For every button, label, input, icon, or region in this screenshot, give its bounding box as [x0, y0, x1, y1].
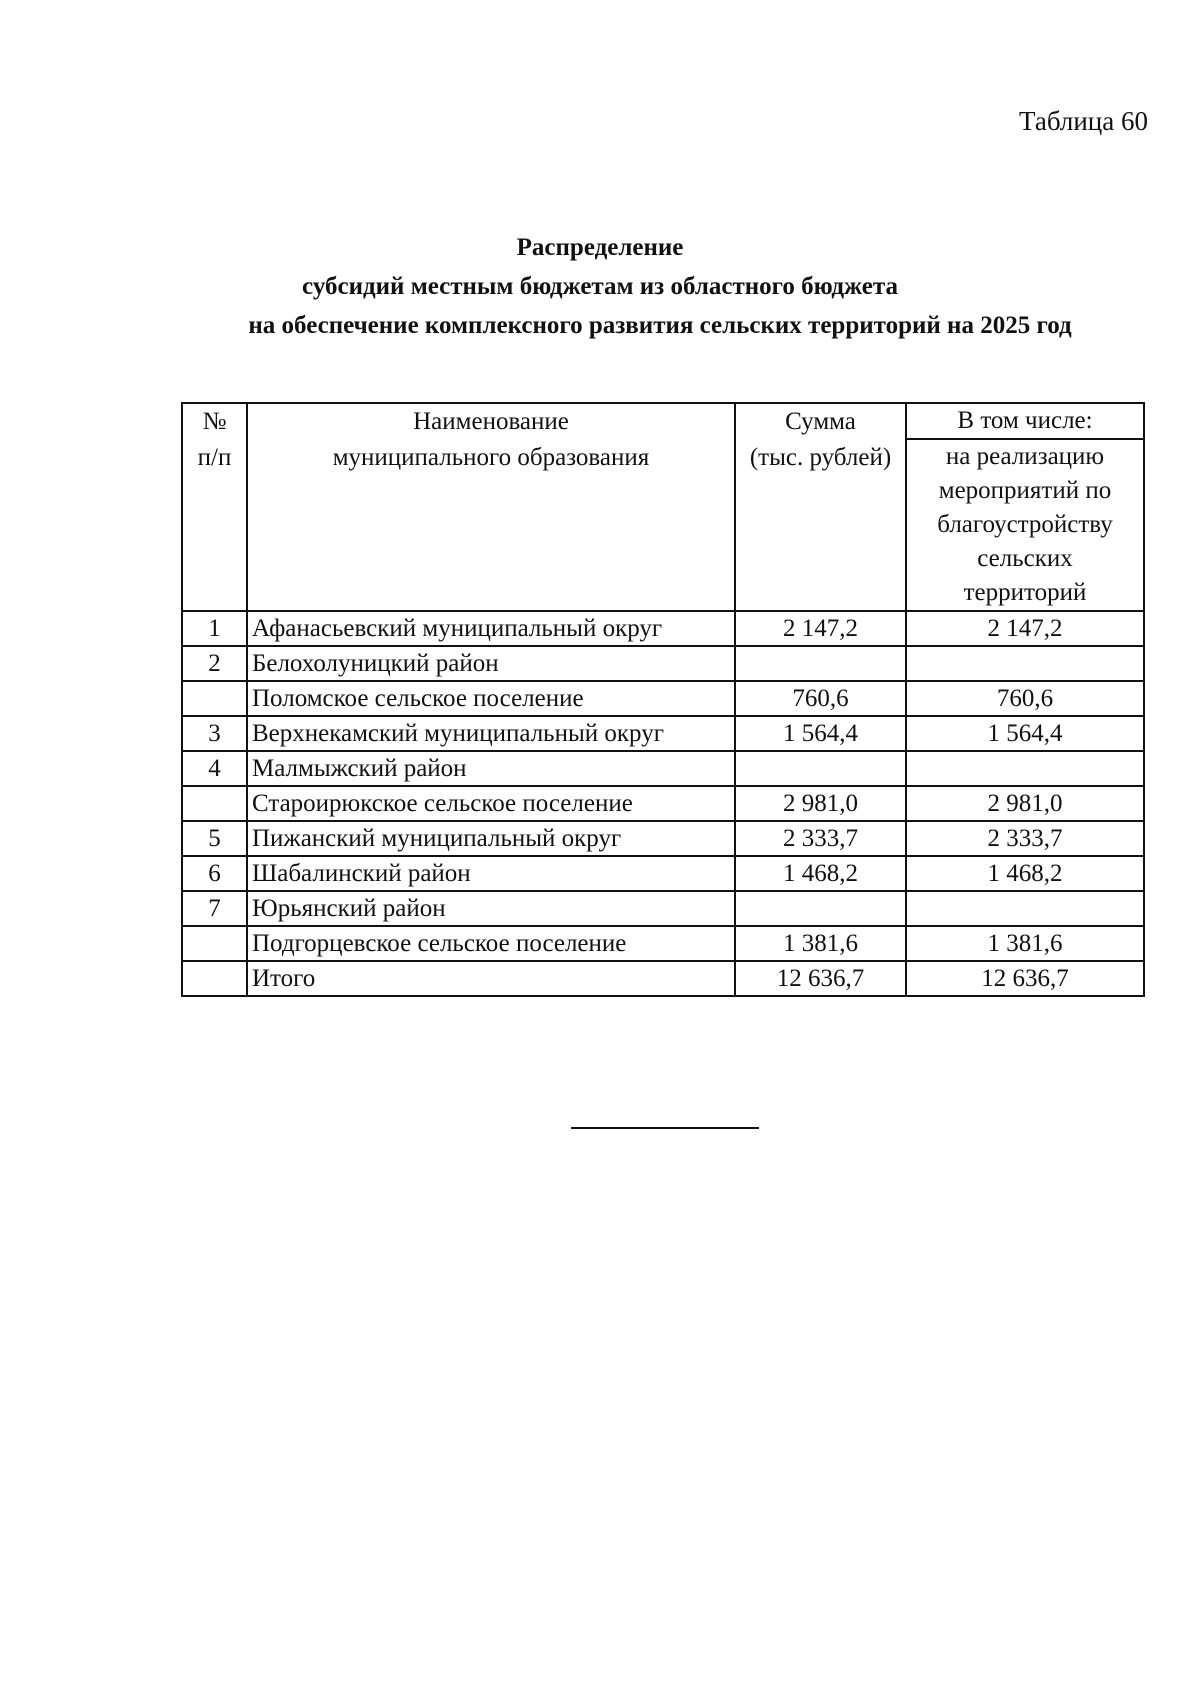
row-sum: 1 564,4 — [735, 716, 906, 751]
row-sum — [735, 751, 906, 786]
subsidy-distribution-table — [181, 402, 1145, 997]
row-sum: 2 981,0 — [735, 786, 906, 821]
row-sum: 12 636,7 — [735, 961, 906, 996]
row-number: 7 — [182, 891, 247, 926]
row-sum: 760,6 — [735, 681, 906, 716]
table-row — [182, 786, 1144, 821]
row-including — [906, 891, 1144, 926]
header-sum-line-1: Сумма — [785, 408, 856, 435]
row-municipality: Афанасьевский муниципальный округ — [247, 611, 735, 646]
table-row — [182, 646, 1144, 681]
table-row — [182, 681, 1144, 716]
table-row — [182, 821, 1144, 856]
row-including: 1 381,6 — [906, 926, 1144, 961]
row-sum: 1 381,6 — [735, 926, 906, 961]
header-number-line-1: № — [202, 408, 227, 435]
row-number: 3 — [182, 716, 247, 751]
table-row — [182, 611, 1144, 646]
row-number — [182, 681, 247, 716]
row-number: 4 — [182, 751, 247, 786]
title-line-2: субсидий местным бюджетам из областного бюджета — [302, 273, 898, 300]
row-number — [182, 786, 247, 821]
row-municipality: Малмыжский район — [247, 751, 735, 786]
header-municipality — [247, 403, 735, 611]
row-sum: 2 147,2 — [735, 611, 906, 646]
header-number-line-2: п/п — [197, 444, 232, 471]
header-sum-line-2: (тыс. рублей) — [749, 444, 892, 471]
table-number-label: Таблица 60 — [1019, 106, 1148, 136]
title-line-3: на обеспечение комплексного развития сельских территорий на 2025 год — [248, 312, 1072, 339]
row-including: 2 147,2 — [906, 611, 1144, 646]
header-improvement-measures — [906, 439, 1144, 611]
row-sum — [735, 646, 906, 681]
row-municipality: Верхнекамский муниципальный округ — [247, 716, 735, 751]
header-including: В том числе: — [906, 403, 1144, 439]
row-municipality: Юрьянский район — [247, 891, 735, 926]
row-municipality: Шабалинский район — [247, 856, 735, 891]
row-municipality: Итого — [247, 961, 735, 996]
title-line-1: Распределение — [516, 234, 684, 261]
row-number — [182, 926, 247, 961]
header-sub-line-5: территорий — [963, 579, 1087, 606]
table-row — [182, 751, 1144, 786]
table-row — [182, 856, 1144, 891]
header-sub-line-4: сельских — [977, 545, 1073, 572]
header-municipality-line-1: Наименование — [413, 408, 569, 435]
document-title — [0, 228, 1200, 345]
header-sub-line-1: на реализацию — [945, 443, 1105, 470]
header-sum — [735, 403, 906, 611]
row-number: 2 — [182, 646, 247, 681]
row-number: 5 — [182, 821, 247, 856]
table-row — [182, 926, 1144, 961]
row-sum: 1 468,2 — [735, 856, 906, 891]
row-municipality: Белохолуницкий район — [247, 646, 735, 681]
row-municipality: Поломское сельское поселение — [247, 681, 735, 716]
row-municipality: Подгорцевское сельское поселение — [247, 926, 735, 961]
row-including: 12 636,7 — [906, 961, 1144, 996]
row-number: 1 — [182, 611, 247, 646]
row-municipality: Староирюкское сельское поселение — [247, 786, 735, 821]
row-including: 2 333,7 — [906, 821, 1144, 856]
row-sum: 2 333,7 — [735, 821, 906, 856]
row-including — [906, 646, 1144, 681]
row-including — [906, 751, 1144, 786]
header-number — [182, 403, 247, 611]
table-row — [182, 891, 1144, 926]
header-sub-line-2: мероприятий по — [938, 477, 1112, 504]
row-including: 1 564,4 — [906, 716, 1144, 751]
closing-divider — [571, 1127, 759, 1129]
row-sum — [735, 891, 906, 926]
table-total-row — [182, 961, 1144, 996]
table-row — [182, 716, 1144, 751]
header-sub-line-3: благоустройству — [937, 511, 1113, 538]
row-number — [182, 961, 247, 996]
row-including: 760,6 — [906, 681, 1144, 716]
row-including: 1 468,2 — [906, 856, 1144, 891]
row-number: 6 — [182, 856, 247, 891]
header-municipality-line-2: муниципального образования — [332, 444, 650, 471]
row-municipality: Пижанский муниципальный округ — [247, 821, 735, 856]
row-including: 2 981,0 — [906, 786, 1144, 821]
